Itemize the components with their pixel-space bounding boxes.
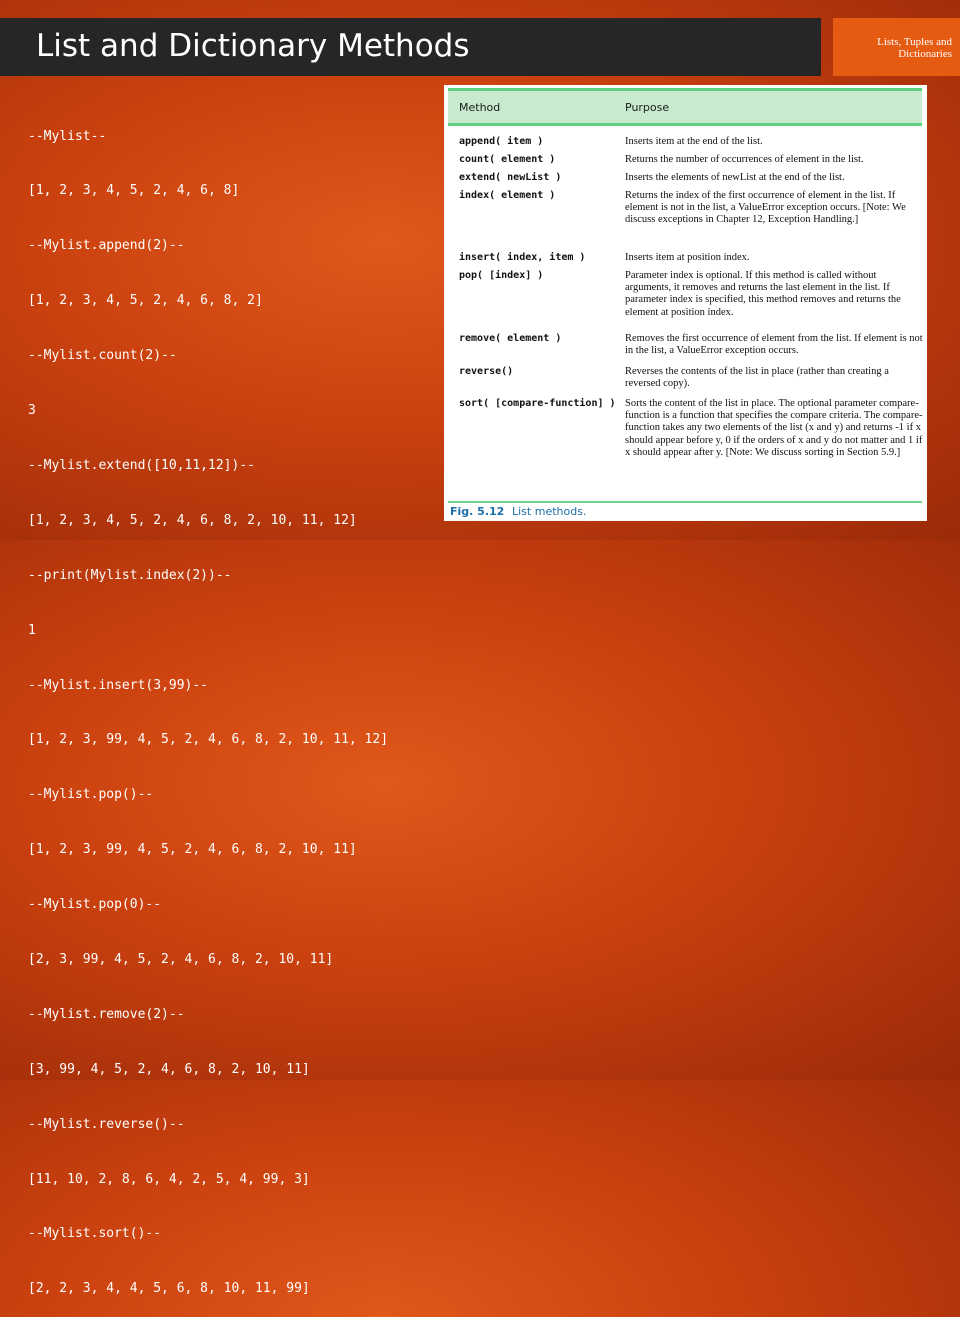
method-purpose: Sorts the content of the list in place. The optional parameter compare-function is a function that specifies the compare criteria. The compare-function takes any two elements of the list (x and y) and returns -1 if x should appear before y, 0 if the orders of x and y do not matter and 1 if x should appear after y. [Note: We discuss sorting in Section 5.9.] (625, 398, 923, 458)
code-line: --Mylist.remove(2)-- (28, 1006, 185, 1022)
method-purpose: Inserts the elements of newList at the end of the list. (625, 172, 845, 183)
method-purpose: Returns the number of occurrences of element in the list. (625, 154, 864, 165)
code-line: --Mylist.sort()-- (28, 1226, 162, 1242)
method-name: insert( index, item ) (459, 252, 586, 263)
method-purpose: Inserts item at the end of the list. (625, 136, 763, 147)
code-line: [3, 99, 4, 5, 2, 4, 6, 8, 2, 10, 11] (28, 1061, 310, 1077)
code-line: [1, 2, 3, 99, 4, 5, 2, 4, 6, 8, 2, 10, 11, 12] (28, 732, 389, 748)
code-line: [2, 3, 99, 4, 5, 2, 4, 6, 8, 2, 10, 11] (28, 951, 334, 967)
code-line: 1 (28, 622, 36, 638)
list-methods-table (444, 85, 927, 521)
code-line: --Mylist.pop(0)-- (28, 897, 162, 913)
figure-number: Fig. 5.12 (450, 505, 505, 518)
slide-title: List and Dictionary Methods (36, 28, 470, 64)
method-purpose: Reverses the contents of the list in place (rather than creating a reversed copy). (625, 366, 889, 390)
table-header (448, 88, 922, 126)
method-name: count( element ) (459, 154, 556, 165)
header-purpose: Purpose (625, 101, 670, 114)
code-line: --Mylist.insert(3,99)-- (28, 677, 209, 693)
method-name: reverse() (459, 366, 514, 377)
code-line: [1, 2, 3, 4, 5, 2, 4, 6, 8, 2, 10, 11, 12] (28, 512, 357, 528)
method-name: append( item ) (459, 136, 544, 147)
code-line: [11, 10, 2, 8, 6, 4, 2, 5, 4, 99, 3] (28, 1171, 310, 1187)
code-line: 3 (28, 403, 36, 419)
method-purpose: Inserts item at position index. (625, 252, 750, 263)
method-purpose: Parameter index is optional. If this method is called without arguments, it removes and returns the last element in the list. If parameter index is specified, this method removes and returns the element at position index. (625, 270, 901, 318)
code-output (28, 91, 428, 1317)
code-line: [1, 2, 3, 4, 5, 2, 4, 6, 8, 2] (28, 293, 263, 309)
method-purpose: Returns the index of the first occurrence of element in the list. If element is not in the list, a ValueError exception occurs. [Note: We discuss exceptions in Chapter 12, Exception Handling.] (625, 190, 906, 226)
method-name: index( element ) (459, 190, 556, 201)
code-line: [1, 2, 3, 4, 5, 2, 4, 6, 8] (28, 183, 240, 199)
code-line: [2, 2, 3, 4, 4, 5, 6, 8, 10, 11, 99] (28, 1281, 310, 1297)
code-line: [1, 2, 3, 99, 4, 5, 2, 4, 6, 8, 2, 10, 11] (28, 842, 357, 858)
title-bar (0, 18, 821, 76)
method-name: sort( [compare-function] ) (459, 398, 616, 409)
code-line: --print(Mylist.index(2))-- (28, 567, 232, 583)
method-purpose: Removes the first occurrence of element from the list. If element is not in the list, a ValueError exception occurs. (625, 333, 923, 357)
code-line: --Mylist.count(2)-- (28, 348, 177, 364)
figure-caption-text: List methods. (512, 505, 587, 518)
method-name: extend( newList ) (459, 172, 562, 183)
section-badge-label: Lists, Tuples and Dictionaries (877, 36, 952, 60)
code-line: --Mylist.extend([10,11,12])-- (28, 457, 255, 473)
method-name: remove( element ) (459, 333, 562, 344)
code-line: --Mylist.append(2)-- (28, 238, 185, 254)
code-line: --Mylist.pop()-- (28, 787, 154, 803)
code-line: --Mylist.reverse()-- (28, 1116, 185, 1132)
method-name: pop( [index] ) (459, 270, 544, 281)
code-line: --Mylist-- (28, 128, 107, 144)
section-badge (833, 18, 960, 76)
header-method: Method (459, 101, 501, 114)
figure-caption (448, 501, 922, 523)
